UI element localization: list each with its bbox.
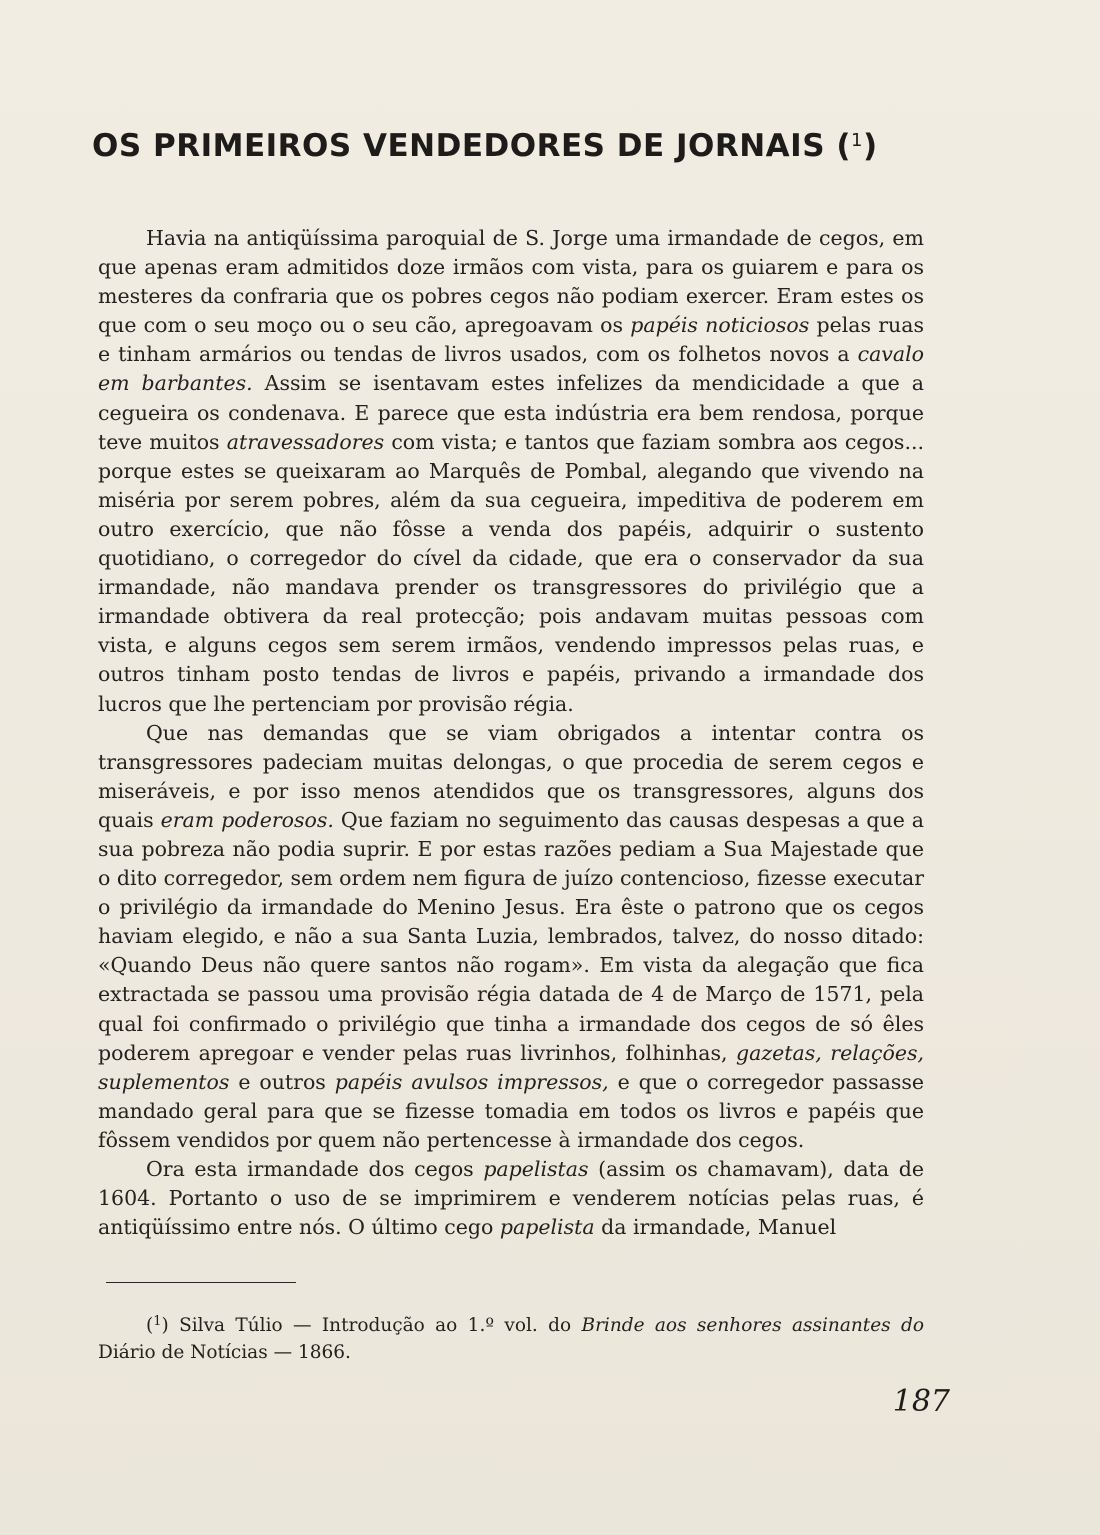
italic-run: papelistas: [483, 1157, 589, 1181]
italic-run: eram poderosos.: [160, 807, 334, 832]
text-run: com vista; e tantos que faziam sombra aos cegos... porque estes se queixaram ao Marquês de Pombal, alegando que vivendo na miséria por serem pobres, além da sua cegueira, impeditiva de poderem em outro exercício, que não fôsse a venda dos papéis, adquirir o sustento quotidiano, o corregedor do cível da cidade, que era o conservador da sua irmandade, não mandava prender os transgressores do privilégio que a irmandade obtivera da real protecção; pois andavam muitas pessoas com vista, e alguns cegos sem serem irmãos, vendendo impressos pelas ruas, e outros tinham posto tendas de livros e papéis, privando a irmandade dos lucros que lhe pertenciam por provisão régia.: [98, 429, 924, 716]
footnote-text: Diário de Notícias — 1866.: [98, 1342, 351, 1363]
text-run: Que nas demandas que se viam obrigados a intentar contra os transgressores padeciam muitas delongas, o que procedia de serem cegos e miseráveis, e por isso menos atendidos que os transgressores, alguns dos quais: [98, 720, 924, 832]
footnote-divider: [106, 1282, 296, 1283]
paragraph-1: [98, 224, 924, 719]
text-run: Assim se isentavam estes infelizes da mendicidade a que a cegueira os condenava. E parece que esta indústria era bem rendosa, porque teve muitos: [98, 371, 924, 454]
paragraph-3: [98, 1155, 924, 1242]
italic-run: papéis noticiosos: [630, 313, 810, 338]
text-run: (assim os chamavam), data de 1604. Portanto o uso de se imprimirem e venderem notícias pelas ruas, é antiqüíssimo entre nós. O último cego: [98, 1157, 924, 1240]
page-number: 187: [892, 1384, 950, 1419]
italic-run: papelista: [499, 1215, 595, 1240]
text-run: da irmandade, Manuel: [594, 1215, 837, 1240]
chapter-title: [92, 128, 878, 164]
italic-run: atravessadores: [226, 429, 385, 454]
chapter-title-close: ): [862, 128, 878, 164]
footnote-italic: Brinde aos senhores assinantes do: [581, 1315, 924, 1336]
italic-run: cavalo em barbantes.: [98, 342, 924, 396]
footnote-text: Silva Túlio — Introdução ao 1.º vol. do: [168, 1315, 582, 1336]
body-text: [98, 224, 924, 1242]
text-run: Que faziam no seguimento das causas despesas a que a sua pobreza não podia suprir. E por estas razões pediam a Sua Majestade que o dito corregedor, sem ordem nem figura de juízo contencioso, fizesse executar o privilégio da irmandade do Menino Jesus. Era êste o patrono que os cegos haviam elegido, e não a sua Santa Luzia, lembrados, talvez, do nosso ditado: «Quando Deus não quere santos não rogam». Em vista da alegação que fica extractada se passou uma provisão régia datada de 4 de Março de 1571, pela qual foi confirmado o privilégio que tinha a irmandade dos cegos de só êles poderem apregoar e vender pelas ruas livrinhos, folhinhas,: [98, 807, 925, 1065]
title-footnote-mark: 1: [851, 130, 863, 151]
text-run: e outros: [229, 1069, 335, 1094]
footnote-mark: 1: [153, 1314, 162, 1329]
text-run: e que o corregedor passasse mandado geral para que se fizesse tomadia em todos os livros e papéis que fôssem vendidos por quem não pertencesse à irmandade dos cegos.: [98, 1069, 924, 1152]
chapter-title-text: OS PRIMEIROS VENDEDORES DE JORNAIS (: [92, 128, 851, 164]
italic-run: papéis avulsos impressos,: [334, 1069, 609, 1094]
text-run: Havia na antiqüíssima paroquial de S. Jorge uma irmandade de cegos, em que apenas eram admitidos doze irmãos com vista, para os guiarem e para os mesteres da confraria que os pobres cegos não podiam exercer. Eram estes os que com o seu moço ou o seu cão, apregoavam os: [98, 226, 924, 338]
text-run: Ora esta irmandade dos cegos: [146, 1157, 484, 1181]
text-run: pelas ruas e tinham armários ou tendas de livros usados, com os folhetos novos a: [98, 313, 924, 367]
paragraph-2: [98, 719, 924, 1155]
footnote: ($^1$) Silva Túlio — Introdução ao 1.º vol. do Brinde aos senhores assinantes do Diário de Notícias — 1866.: [98, 1314, 924, 1363]
italic-run: gazetas, relações, suplementos: [98, 1040, 924, 1094]
